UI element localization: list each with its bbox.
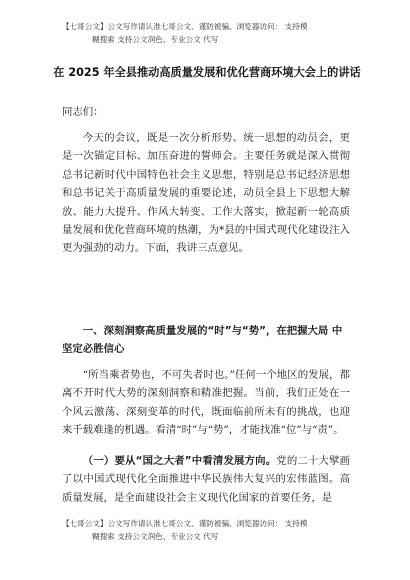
header-line-1: 【七哥公文】公文写作请认准七哥公文、谨防被骗、浏览器访问： 支持模 [62,22,308,31]
section-heading-1: 一、深刻洞察高质量发展的“时”与“势”，在把握大局 中坚定必胜信心 [62,325,343,355]
page-header [0,20,410,46]
paragraph-2: “所当乘者势也，不可失者时也。”任何一个地区的发展，都离不开时代大势的深刻洞察和精准把握。当前，我们正处在一个风云激荡、深刻变革的时代，既面临前所未有的挑战，也迎来千载难逢的机遇。看清“时”与“势”，才能找准“位”与“责”。 [62,369,350,437]
document-title: 在 2025 年全县推动高质量发展和优化营商环境大会上的讲话 [53,66,361,79]
footer-line-2: 糊搜索 支持公文润色、专业公文 代写 [92,532,219,541]
footer-line-1: 【七哥公文】公文写作请认准七哥公文、谨防被骗、浏览器访问： 支持模 [62,519,308,528]
salutation: 同志们： [62,106,104,118]
paragraph-3 [62,452,350,507]
header-line-2: 糊搜索 支持公文润色、专业公文 代写 [92,35,219,44]
page-footer [0,517,410,543]
subheading-1: （一）要从“国之大者”中看清发展方向。 [82,455,277,467]
paragraph-3-text: 党的二十大擘画了以中国式现代化全面推进中华民族伟大复兴的宏伟蓝图。高质量发展，是全面建设社会主义现代化国家的首要任务，是 [62,455,351,504]
paragraph-intro: 今天的会议，既是一次分析形势、统一思想的动员会，更是一次锚定目标、加压奋进的誓师会。主要任务就是深入贯彻总书记新时代中国特色社会主义思想，特别是总书记经济思想和总书记关于高质量发展的重要论述，动员全县上下思想大解放、能力大提升、作风大转变、工作大落实，掀起新一轮高质量发展和优化营商环境的热潮，为*县的中国式现代化建设注入更为强劲的动力。下面，我讲三点意见。 [62,132,350,255]
